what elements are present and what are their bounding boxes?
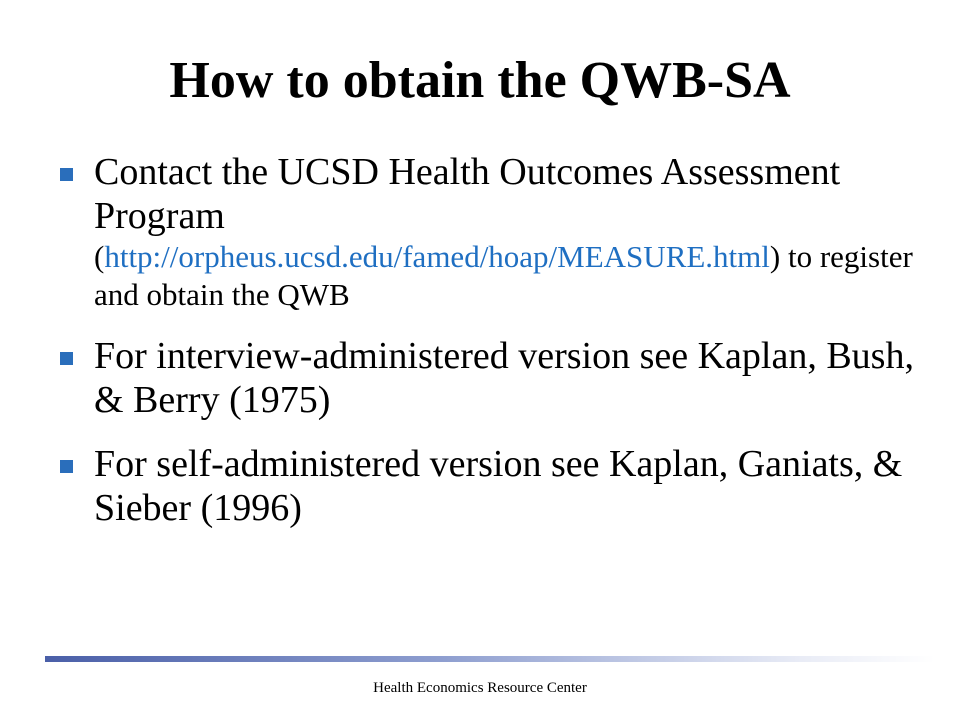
measure-link[interactable]: http://orpheus.ucsd.edu/famed/hoap/MEASURE.html bbox=[104, 239, 770, 274]
bullet-text: Contact the UCSD Health Outcomes Assessment Program bbox=[94, 151, 841, 237]
slide-title: How to obtain the QWB-SA bbox=[169, 52, 791, 109]
bullet-item-interview bbox=[60, 334, 920, 422]
footer-divider bbox=[45, 656, 935, 662]
square-bullet-icon bbox=[60, 168, 73, 181]
bullet-subtext-tail: ) to register and obtain the QWB bbox=[94, 239, 913, 312]
square-bullet-icon bbox=[60, 460, 73, 473]
bullet-item-contact bbox=[60, 150, 920, 314]
square-bullet-icon bbox=[60, 352, 73, 365]
bullet-list bbox=[60, 150, 920, 530]
footer-text: Health Economics Resource Center bbox=[373, 680, 587, 696]
bullet-text: For interview-administered version see Kaplan, Bush, & Berry (1975) bbox=[94, 335, 914, 421]
paren-open: ( bbox=[94, 239, 105, 274]
bullet-subtext bbox=[94, 238, 920, 314]
bullet-item-self bbox=[60, 442, 920, 530]
bullet-text: For self-administered version see Kaplan, Ganiats, & Sieber (1996) bbox=[94, 443, 903, 529]
